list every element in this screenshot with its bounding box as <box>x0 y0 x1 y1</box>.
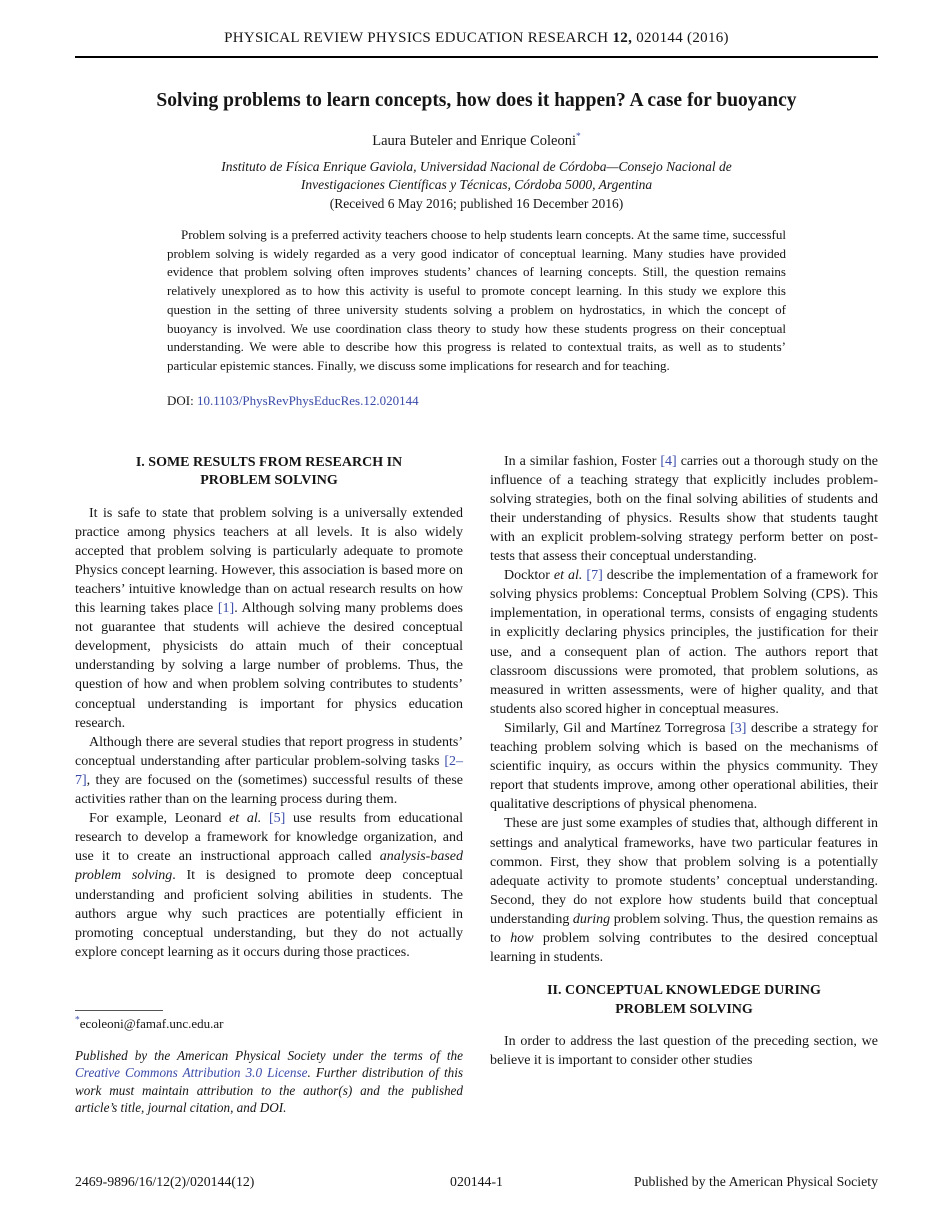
italic-text: et al. <box>229 811 262 827</box>
text-run: Laura Buteler and Enrique Coleoni <box>372 133 576 149</box>
license-statement <box>75 1047 463 1117</box>
citation-link[interactable]: [3] <box>730 720 747 736</box>
text-run: 020144 (2016) <box>632 30 729 46</box>
license-link[interactable]: Creative Commons Attribution 3.0 License <box>75 1065 308 1081</box>
section-heading <box>81 454 457 491</box>
footer-issn: 2469-9896/16/12(2)/020144(12) <box>75 1174 255 1189</box>
italic-text: during <box>572 911 611 927</box>
abstract: Problem solving is a preferred activity teachers choose to help students learn concepts. At the same time, successful problem solving is widely regarded as a very good indicator of conceptual learning. Many studies have provided evidence that problem solving often improves students’ chances of learning concepts. Still, the question remains relatively unexplored as to how this activity is useful to promote concept learning. In this study we explore this question in the setting of three university students solving a problem on hydrostatics, in which the concept of buoyancy is involved. We use coordination class theory to study how these students progress on their conceptual understanding. We were able to describe how this progress is related to contextual traits, as well as to students’ particular epistemic stances. Finally, we discuss some implications for research and for teaching. <box>167 227 786 373</box>
text-run: use results from educational research to develop a framework for knowledge organization, and use it to create an instructional approach called <box>75 811 464 865</box>
doi-label: DOI: <box>167 392 197 408</box>
text-run: ecoleoni@famaf.unc.edu.ar <box>79 1015 224 1031</box>
citation-link[interactable]: [2–7] <box>75 753 463 788</box>
text-run: I. SOME RESULTS FROM RESEARCH IN <box>135 454 403 470</box>
text-run: PROBLEM SOLVING <box>615 1001 753 1017</box>
text-run: PROBLEM SOLVING <box>200 473 338 489</box>
text-run: describe the implementation of a framework for solving physics problems: Conceptual Problem Solving (CPS). This implementation, in operational terms, consists of engaging students in explicitly declaring physics principles, the justification for their use, and a consequent plan of action. The authors report that classroom discussions were promoted, that problem solutions, as measured in written assessments, were of higher quality, and that students also scored higher in conceptual measures. <box>490 568 878 717</box>
text-run: II. CONCEPTUAL KNOWLEDGE DURING <box>547 983 821 999</box>
doi-line <box>167 393 786 409</box>
journal-header <box>75 30 878 56</box>
italic-text: how <box>510 930 534 946</box>
citation-link[interactable]: [5] <box>268 811 286 827</box>
affiliation <box>75 158 878 193</box>
left-column <box>75 452 463 1130</box>
italic-text: et al. <box>553 568 583 584</box>
paragraph <box>490 814 878 967</box>
italic-text: analysis-based problem solving <box>75 849 463 884</box>
text-run: carries out a thorough study on the influence of a teaching strategy that explicitly includes problem-solving strategies, both on the final solving abilities of students and their understanding of physics. Results show that students taught with an explicit problem-solving strategy perform better on post-tests that assess their conceptual understanding. <box>490 453 878 565</box>
text-run: PHYSICAL REVIEW PHYSICS EDUCATION RESEARCH <box>224 30 613 46</box>
header-rule <box>75 56 878 58</box>
text-run: Similarly, Gil and Martínez Torregrosa <box>504 720 731 736</box>
text-run: In order to address the last question of the preceding section, we believe it is important to consider other studies <box>490 1034 878 1069</box>
text-run: Docktor <box>504 568 554 584</box>
two-column-body <box>75 452 878 1130</box>
right-column-text <box>490 452 878 1071</box>
text-run: Although there are several studies that report progress in students’ conceptual understanding after particular problem-solving tasks <box>75 734 463 769</box>
text-run: For example, Leonard <box>89 811 230 827</box>
author-line <box>75 133 878 150</box>
paragraph <box>75 733 463 809</box>
citation-link[interactable]: [1] <box>217 601 235 617</box>
text-run: It is safe to state that problem solving is a universally extended practice among physics teachers at all levels. It is also widely accepted that problem solving is particularly adequate to promote Physics concept learning. However, this association is based more on teachers’ intuitive knowledge than on actual research results on how this learning takes place <box>75 505 463 617</box>
footer-page-number: 020144-1 <box>450 1174 503 1189</box>
paragraph <box>75 809 463 962</box>
text-run: describe a strategy for teaching problem solving which is based on the mechanisms of scientific inquiry, as occurs within the physics community. They report that students improve, among other operational abilities, their qualitative descriptions of physical phenomena. <box>490 720 878 813</box>
citation-link[interactable]: [4] <box>660 453 677 469</box>
paragraph <box>490 566 878 719</box>
section-heading <box>496 982 872 1019</box>
text-run: In a similar fashion, Foster <box>504 453 661 469</box>
text-run: . Although solving many problems does not guarantee that students will achieve the desired conceptual development, physicists do attain much of their conceptual understanding by solving a large number of problems. Thus, the question of how and when problem solving contributes to students’ conceptual understanding is important for physics education research. <box>75 601 463 731</box>
left-column-text <box>75 452 463 962</box>
footnote-asterisk-link[interactable]: * <box>75 1015 80 1026</box>
text-run: problem solving contributes to the desired conceptual learning in students. <box>490 930 878 966</box>
paragraph <box>490 719 878 814</box>
article-title: Solving problems to learn concepts, how does it happen? A case for buoyancy <box>156 90 797 111</box>
text-run: These are just some examples of studies that, although different in settings and analytical frameworks, have two particular features in common. First, they show that problem solving is a potentially adequate activity to promote students’ conceptual understanding. Second, they do not explore how students build that conceptual understanding <box>490 816 878 927</box>
page-footer <box>75 1174 878 1190</box>
paragraph <box>75 504 463 733</box>
doi-link[interactable]: 10.1103/PhysRevPhysEducRes.12.020144 <box>196 392 419 408</box>
footnote-rule <box>75 1010 163 1011</box>
right-column <box>490 452 878 1130</box>
text-run: Published by the American Physical Society under the terms of the <box>75 1047 463 1063</box>
text-run: Instituto de Física Enrique Gaviola, Universidad Nacional de Córdoba—Consejo Nacional de <box>221 159 732 174</box>
paragraph <box>490 452 878 567</box>
text-run: 12, <box>612 30 633 46</box>
text-run <box>261 811 269 826</box>
text-run: Investigaciones Científicas y Técnicas, Córdoba 5000, Argentina <box>300 176 653 192</box>
text-run: problem solving. Thus, the question remains as to <box>490 911 878 946</box>
citation-link[interactable]: [7] <box>586 568 603 584</box>
footer-publisher: Published by the American Physical Society <box>633 1174 878 1189</box>
received-line: (Received 6 May 2016; published 16 December 2016) <box>329 196 624 211</box>
text-run: , they are focused on the (sometimes) successful results of these activities rather than on the learning process during them. <box>75 772 463 808</box>
paragraph <box>490 1032 878 1070</box>
footnote-block <box>75 1010 463 1130</box>
footnote-email <box>75 1016 463 1032</box>
author-footnote-asterisk-link[interactable]: * <box>576 132 581 143</box>
text-run: . Further distribution of this work must maintain attribution to the author(s) and the published article’s title, journal citation, and DOI. <box>75 1065 463 1116</box>
text-run: . It is designed to promote deep conceptual understanding and proficient solving abilities in students. The authors argue why such practices are potentially efficient in promoting conceptual understanding, but they do not actually explore concept learning as it occurs during those practices. <box>75 868 463 960</box>
